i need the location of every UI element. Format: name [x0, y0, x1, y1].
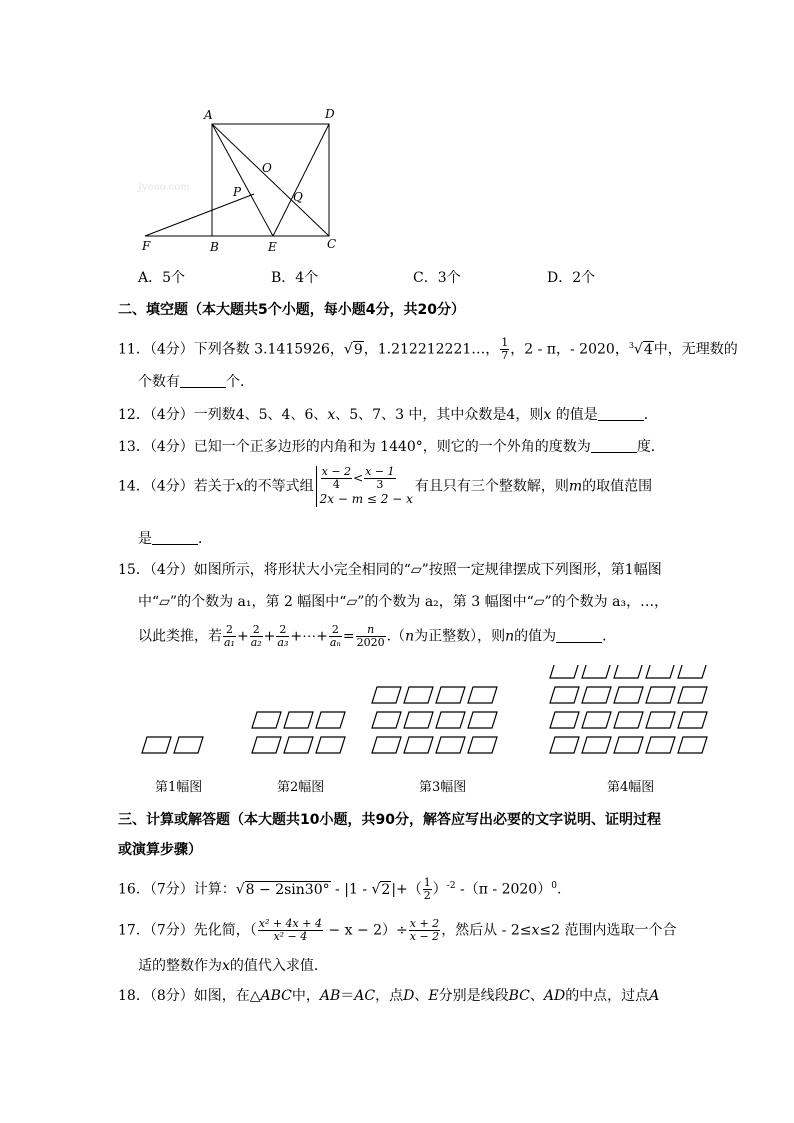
- parallelogram-shape: [614, 737, 643, 753]
- label-e: E: [268, 240, 277, 254]
- q10-option-c: C．3个: [413, 270, 461, 286]
- q11-fraction: $\frac{1}{7}$: [501, 336, 509, 363]
- label-d: D: [325, 107, 335, 121]
- parallelogram-shape: [284, 737, 313, 753]
- parallelogram-shape: [252, 737, 281, 753]
- label-f: F: [142, 239, 151, 253]
- parallelogram-shape: [550, 665, 579, 678]
- parallelogram-shape: [284, 712, 313, 728]
- parallelogram-shape: [614, 687, 643, 703]
- parallelogram-shape: [646, 665, 675, 678]
- parallelogram-shape: [646, 712, 675, 728]
- parallelogram-shape: [468, 712, 497, 728]
- parallelogram-shape: [678, 665, 707, 678]
- section3-heading-line2: 或演算步骤）: [118, 842, 202, 858]
- q13-answer-blank[interactable]: [591, 438, 637, 453]
- q11-sqrt9: 9: [353, 341, 363, 358]
- caption-figure-3: 第3幅图: [419, 780, 467, 795]
- sqrt-sign: √: [343, 341, 353, 358]
- parallelogram-shape: [372, 712, 401, 728]
- caption-figure-4: 第4幅图: [607, 780, 655, 795]
- section2-heading: 二、填空题（本大题共5个小题，每小题4分，共20分）: [118, 302, 465, 318]
- sqrt-sign: √: [235, 881, 245, 898]
- q10-option-a: A．5个: [138, 270, 186, 286]
- q14-inequality-system: $\frac{x - 2}{4}$ < $\frac{x - 1}{3}$ 2x − m ≤ 2 − x: [316, 466, 413, 507]
- label-q: Q: [293, 190, 303, 204]
- parallelogram-shape: [582, 665, 611, 678]
- parallelogram-shape: [550, 737, 579, 753]
- label-o: O: [262, 161, 272, 175]
- q11-tail: ，2 - π，- 2020，: [510, 341, 629, 358]
- q12-answer-blank[interactable]: [598, 406, 644, 421]
- parallelogram-shape: [316, 737, 345, 753]
- parallelogram-shape: [404, 687, 433, 703]
- parallelogram-shape: [582, 687, 611, 703]
- parallelogram-shape: [404, 712, 433, 728]
- question-15-line2: 中“▱”的个数为 a₁，第 2 幅图中“▱”的个数为 a₂，第 3 幅图中“▱”的个数为 a₃，…，: [138, 594, 669, 610]
- parallelogram-shape: [436, 712, 465, 728]
- parallelogram-shape: [174, 737, 203, 753]
- parallelogram-shape: [582, 712, 611, 728]
- q10-option-d: D．2个: [547, 270, 596, 286]
- question-18: 18．（8分）如图，在△ABC中，AB＝AC，点D、E分别是线段BC、AD的中点，过点A: [118, 988, 660, 1004]
- parallelogram-shape: [142, 737, 171, 753]
- q10-option-b: B．4个: [271, 270, 319, 286]
- parallelogram-shape: [678, 687, 707, 703]
- question-14: 14．（4分）若关于x的不等式组 $\frac{x - 2}{4}$ < $\frac{x - 1}{3}$ 2x − m ≤ 2 − x 有且只有三个整数解，则m的取值范围: [118, 465, 653, 506]
- sqrt-sign: √: [633, 341, 643, 358]
- q11-mid: ，1.212212221…，: [363, 341, 500, 358]
- parallelogram-pattern-figure: [130, 665, 760, 775]
- parallelogram-shape: [646, 737, 675, 753]
- parallelogram-shape: [436, 737, 465, 753]
- question-14-line2: 是 ．: [138, 531, 212, 547]
- parallelogram-shape: [372, 687, 401, 703]
- q15-answer-blank[interactable]: [556, 628, 602, 643]
- square-geometry-figure: [130, 100, 360, 255]
- q11-answer-blank[interactable]: [180, 373, 226, 388]
- label-a: A: [204, 108, 213, 122]
- question-15-line3: 以此类推，若 $\frac{2}{\text{a₁}}$ + $\frac{2}{\text{a₂}}$ + $\frac{2}{\text{a₃}}$ +⋯+ $\frac{2}{\text{aₙ}}$ = $\frac{n}{2020}$ .（n为正整数），则n的值为 ．: [138, 623, 617, 649]
- question-12: 12．（4分）一列数4、5、4、6、x、5、7、3 中，其中众数是4，则x 的值是 ．: [118, 407, 658, 423]
- question-17: 17．（7分）先化简，（ $\frac{\text{x² + 4x + 4}}{\text{x² − 4}}$ − x − 2）÷ $\frac{x + 2}{x - 2}$ ，然后从 - 2≤x≤2 范围内选取一个合: [118, 917, 677, 943]
- parallelogram-shape: [550, 687, 579, 703]
- question-11: [118, 336, 738, 362]
- parallelogram-shape: [678, 712, 707, 728]
- q11-prefix: 11．（4分）下列各数 3.1415926，: [118, 341, 344, 358]
- q11-cube-index: 3: [628, 341, 634, 350]
- section3-heading-line1: 三、计算或解答题（本大题共10小题，共90分，解答应写出必要的文字说明、证明过程: [118, 812, 661, 828]
- caption-figure-1: 第1幅图: [155, 780, 203, 795]
- parallelogram-shape: [252, 712, 281, 728]
- question-11-line2: 个数有 个．: [138, 374, 254, 390]
- label-b: B: [210, 240, 219, 254]
- question-13: 13．（4分）已知一个正多边形的内角和为 1440°，则它的一个外角的度数为 度．: [118, 439, 665, 455]
- question-16: 16．（7分）计算：√8 − 2sin30° - |1 - √2|+（ $\frac{1}{2}$ ）$^{-2}$ -（π - 2020）$^0$.: [118, 876, 562, 903]
- parallelogram-shape: [678, 737, 707, 753]
- parallelogram-shape: [316, 712, 345, 728]
- watermark: Jyeoo.com: [138, 182, 190, 193]
- parallelogram-shape: [614, 665, 643, 678]
- parallelogram-shape: [550, 712, 579, 728]
- q14-answer-blank[interactable]: [152, 530, 198, 545]
- caption-figure-2: 第2幅图: [277, 780, 325, 795]
- parallelogram-shape: [468, 737, 497, 753]
- question-17-line2: 适的整数作为x的值代入求值．: [138, 958, 328, 974]
- question-15-line1: 15．（4分）如图所示，将形状大小完全相同的“▱”按照一定规律摆成下列图形，第1幅图: [118, 562, 662, 578]
- parallelogram-shape: [614, 712, 643, 728]
- parallelogram-shape: [372, 737, 401, 753]
- q11-end: 中，无理数的: [653, 341, 738, 358]
- q11-cube-radicand: 4: [643, 341, 653, 358]
- parallelogram-shape: [646, 687, 675, 703]
- label-p: P: [233, 185, 242, 199]
- parallelogram-shape: [468, 687, 497, 703]
- sqrt-sign: √: [371, 881, 381, 898]
- parallelogram-shape: [436, 687, 465, 703]
- parallelogram-shape: [582, 737, 611, 753]
- label-c: C: [327, 237, 337, 251]
- parallelogram-shape: [404, 737, 433, 753]
